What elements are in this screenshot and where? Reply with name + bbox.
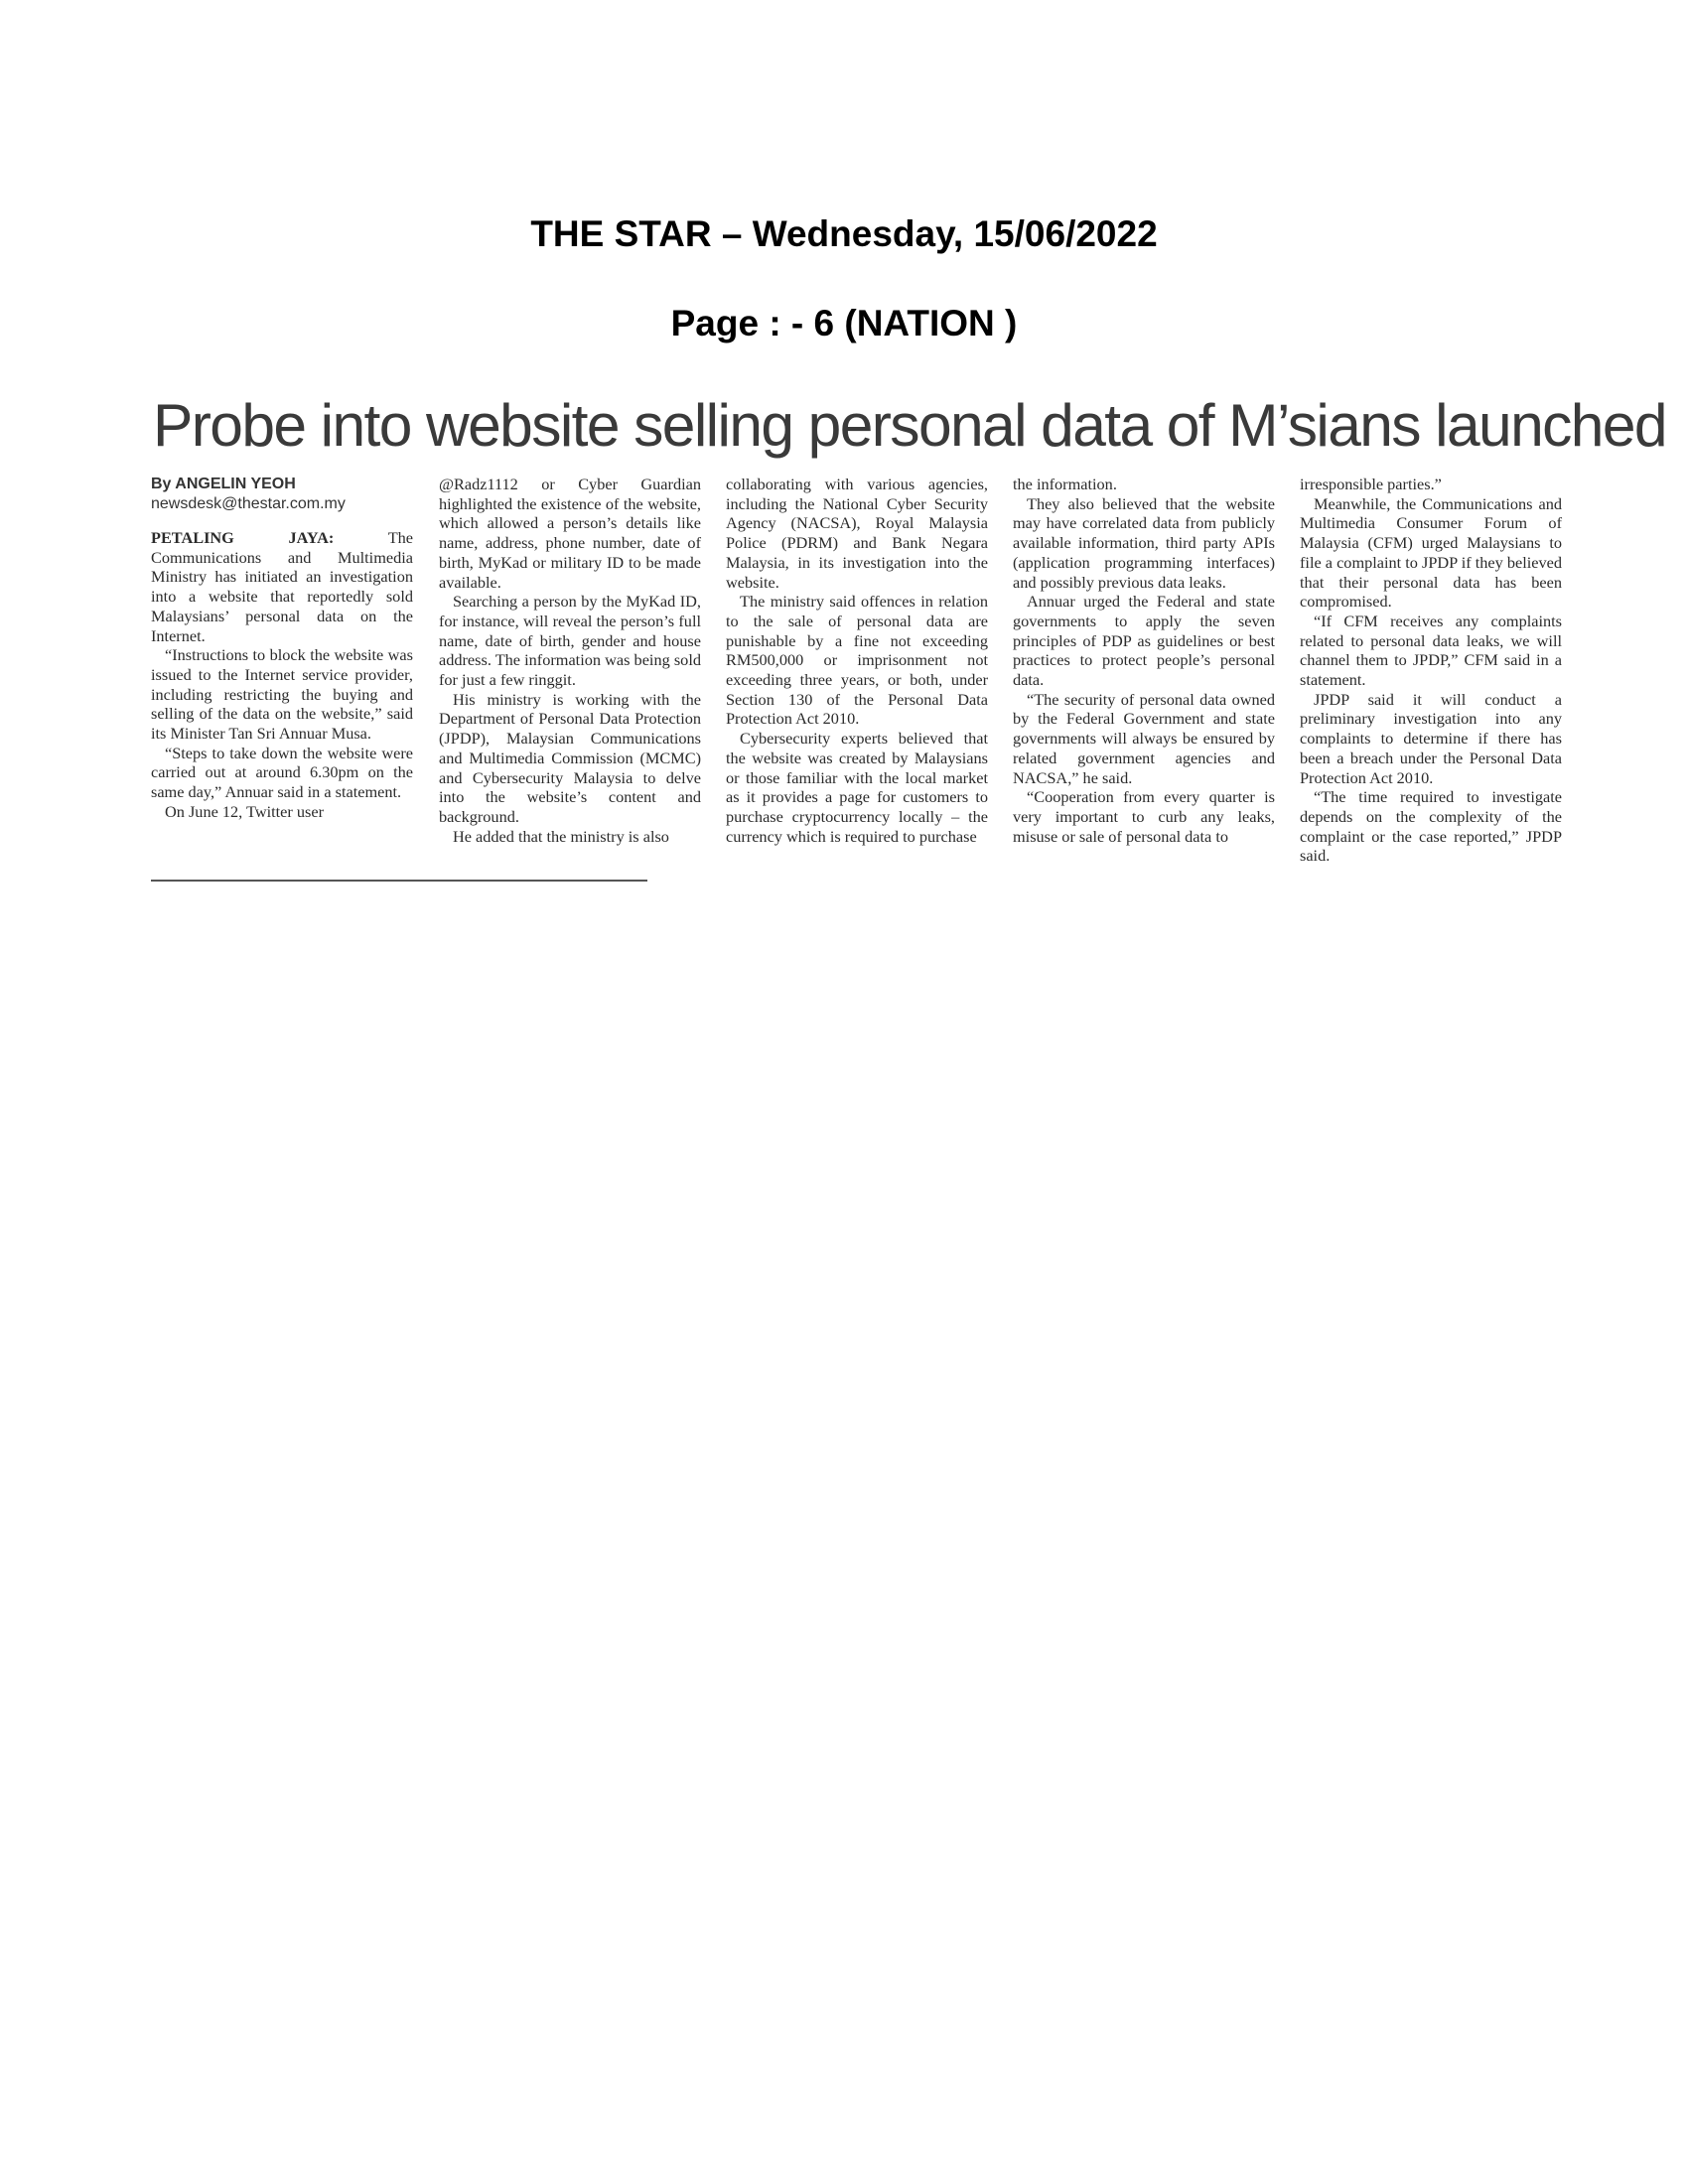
paragraph: “Instructions to block the website was issued to the Internet service provider, including restricting the buying and selling of the data on the website,” said its Minister Tan Sri Annuar Musa. — [151, 645, 413, 744]
paragraph: The ministry said offences in relation to the sale of personal data are punishable by a fine not exceeding RM500,000 or imprisonment not exceeding three years, or both, under Section 130 of the Personal Data Protection Act 2010. — [726, 592, 988, 729]
paragraph: Meanwhile, the Communications and Multimedia Consumer Forum of Malaysia (CFM) urged Malaysians to file a complaint to JPDP if they believed that their personal data has been compromised. — [1300, 493, 1562, 612]
article-headline: Probe into website selling personal data of M’sians launched — [153, 391, 1666, 459]
article-column-3 — [726, 475, 988, 846]
paragraph: “If CFM receives any complaints related to personal data leaks, we will channel them to JPDP,” CFM said in a statement. — [1300, 611, 1562, 690]
paragraph: JPDP said it will conduct a preliminary investigation into any complaints to determine if there has been a breach under the Personal Data Protection Act 2010. — [1300, 689, 1562, 787]
paragraph — [151, 528, 413, 645]
paragraph: His ministry is working with the Department of Personal Data Protection (JPDP), Malaysian Communications and Multimedia Commission (MCMC) and Cybersecurity Malaysia to delve into the website’s content and background. — [439, 689, 701, 826]
article-column-5 — [1300, 475, 1562, 866]
paragraph-text: The Communications and Multimedia Ministry has initiated an investigation into a website that reportedly sold Malaysians’ personal data on the Internet. — [151, 528, 413, 645]
article-byline: By ANGELIN YEOH — [151, 476, 296, 492]
article-bottom-rule — [151, 880, 647, 882]
newspaper-clipping — [147, 387, 1666, 886]
article-body — [151, 475, 1569, 872]
paragraph: Annuar urged the Federal and state governments to apply the seven principles of PDP as guidelines or best practices to protect people’s personal data. — [1013, 592, 1275, 690]
paragraph: “Steps to take down the website were carried out at around 6.30pm on the same day,” Annuar said in a statement. — [151, 743, 413, 802]
paragraph: “The security of personal data owned by the Federal Government and state governments will always be ensured by related government agencies and NACSA,” he said. — [1013, 689, 1275, 787]
paragraph: He added that the ministry is also — [453, 826, 669, 846]
publication-line: THE STAR – Wednesday, 15/06/2022 — [530, 213, 1158, 254]
paragraph: collaborating with various agencies, including the National Cyber Security Agency (NACSA), Royal Malaysia Police (PDRM) and Bank Negara Malaysia, in its investigation into the website. — [726, 475, 988, 592]
paragraph: Searching a person by the MyKad ID, for instance, will reveal the person’s full name, date of birth, gender and house address. The information was being sold for just a few ringgit. — [439, 592, 701, 690]
paragraph: @Radz1112 or Cyber Guardian highlighted the existence of the website, which allowed a person’s details like name, address, phone number, date of birth, MyKad or military ID to be made available. — [439, 475, 701, 592]
paragraph: “The time required to investigate depends on the complexity of the complaint or the case reported,” JPDP said. — [1300, 787, 1562, 866]
article-column-1 — [151, 475, 413, 822]
page-reference: Page : - 6 (NATION ) — [670, 303, 1018, 343]
paragraph: They also believed that the website may have correlated data from publicly available information, third party APIs (application programming interfaces) and possibly previous data leaks. — [1013, 493, 1275, 592]
paragraph: the information. — [1013, 475, 1117, 493]
dateline: PETALING JAYA: — [151, 528, 335, 547]
paragraph: irresponsible parties.” — [1300, 475, 1442, 493]
paragraph: “Cooperation from every quarter is very important to curb any leaks, misuse or sale of personal data to — [1013, 787, 1275, 846]
author-email: newsdesk@thestar.com.my — [151, 495, 346, 512]
article-column-4 — [1013, 475, 1275, 846]
paragraph: Cybersecurity experts believed that the website was created by Malaysians or those familiar with the local market as it provides a page for customers to purchase cryptocurrency locally – the currency which is required to purchase — [726, 729, 988, 846]
paragraph: On June 12, Twitter user — [165, 801, 324, 821]
article-column-2 — [439, 475, 701, 846]
